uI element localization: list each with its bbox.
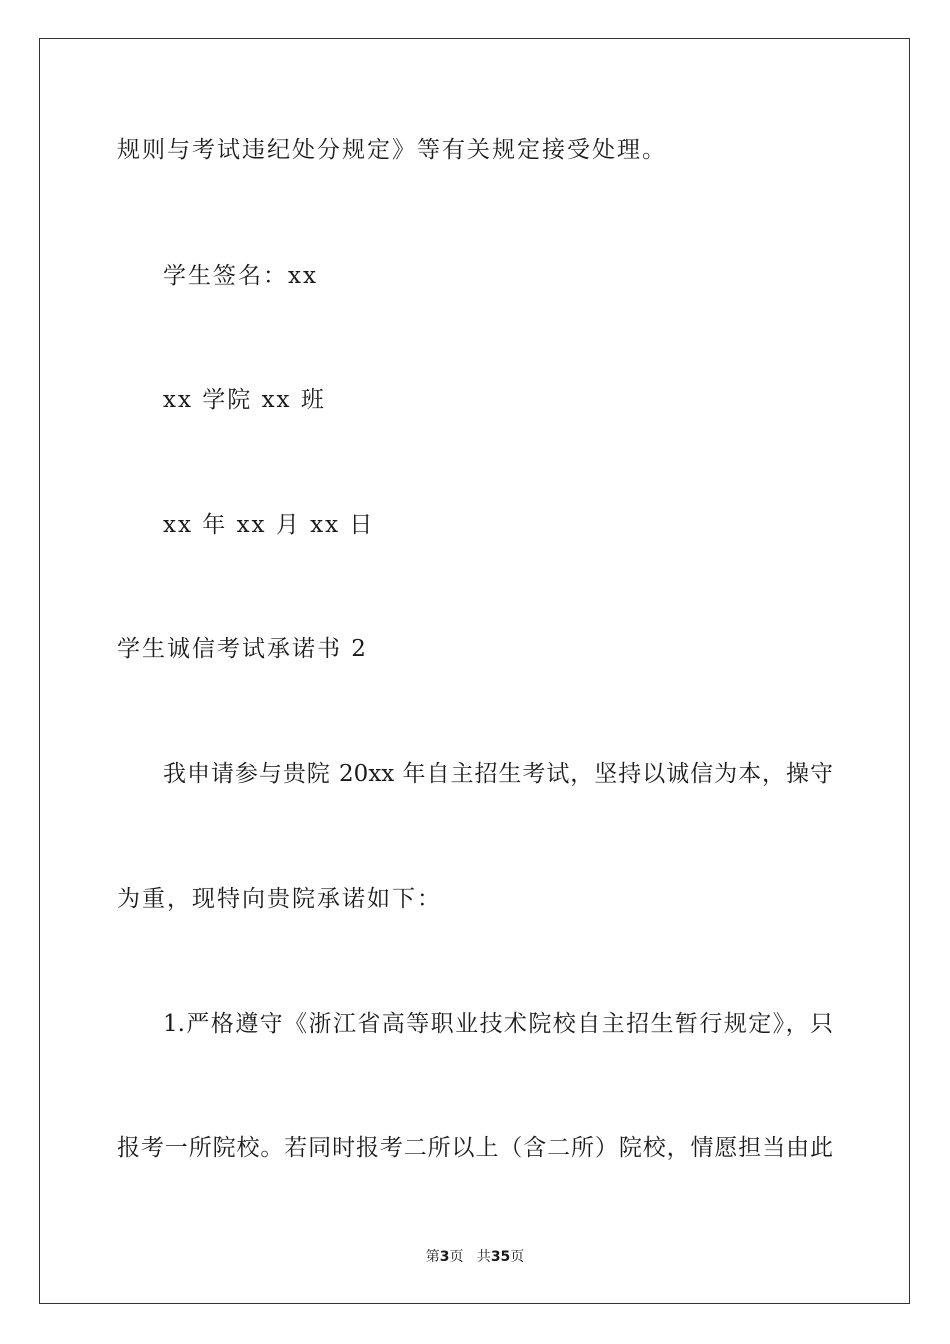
total-pages: 35 — [490, 1249, 511, 1265]
total-prefix: 共 — [476, 1249, 491, 1265]
page-prefix: 第 — [425, 1249, 440, 1265]
section-heading: 学生诚信考试承诺书 2 — [117, 636, 368, 662]
page-suffix: 页 — [449, 1249, 464, 1265]
paragraph-line-1: 规则与考试违纪处分规定》等有关规定接受处理。 — [117, 137, 667, 163]
paragraph-line-3: 为重，现特向贵院承诺如下： — [117, 886, 442, 912]
paragraph-line-2: 我申请参与贵院 20xx 年自主招生考试，坚持以诚信为本，操守 — [163, 761, 833, 787]
signature-date: xx 年 xx 月 xx 日 — [163, 512, 375, 538]
student-signature: 学生签名：xx — [163, 263, 318, 289]
paragraph-line-4: 1.严格遵守《浙江省高等职业技术院校自主招生暂行规定》，只 — [163, 1011, 833, 1037]
total-suffix: 页 — [510, 1249, 525, 1265]
college-class: xx 学院 xx 班 — [163, 387, 326, 413]
page-frame — [39, 38, 910, 1304]
page-footer — [0, 1247, 950, 1267]
page-number: 3 — [439, 1249, 450, 1265]
paragraph-line-5: 报考一所院校。若同时报考二所以上（含二所）院校，情愿担当由此 — [117, 1135, 833, 1161]
